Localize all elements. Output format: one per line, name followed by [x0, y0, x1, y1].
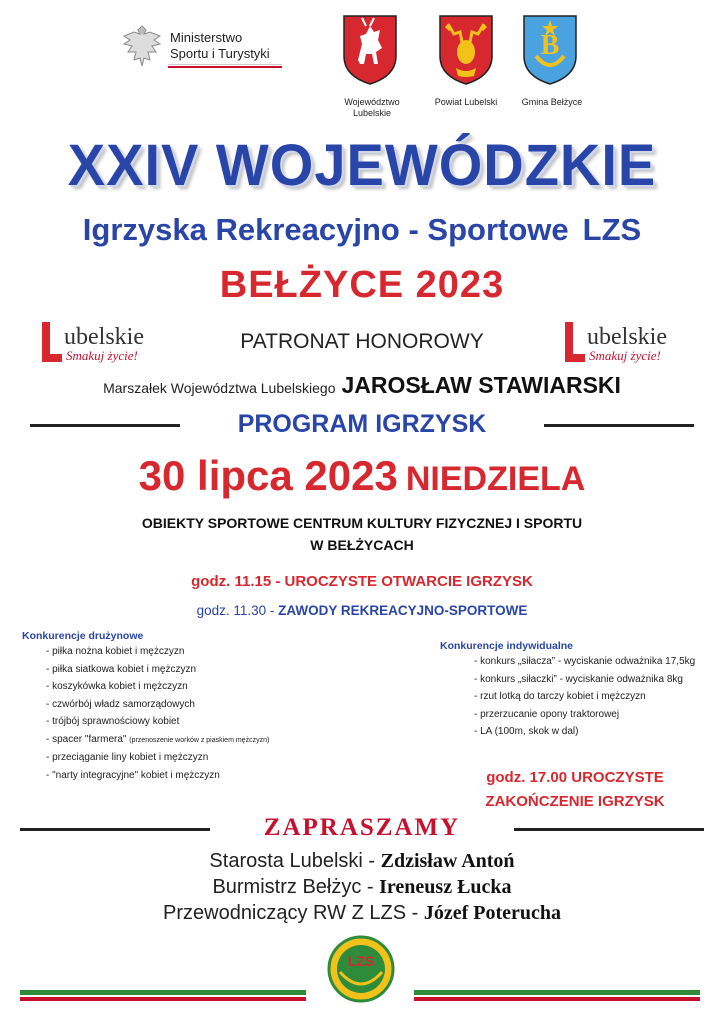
subtitle-text: Igrzyska Rekreacyjno - Sportowe: [82, 212, 569, 247]
competition-text: ZAWODY REKREACYJNO-SPORTOWE: [278, 603, 528, 618]
ministry-logo: [120, 22, 270, 70]
list-item: - piłka siatkowa kobiet i mężczyzn: [46, 663, 197, 675]
ministry-line2: Sportu i Turystyki: [170, 46, 270, 61]
list-item: - LA (100m, skok w dal): [474, 726, 579, 737]
deer-head-crest-icon: [436, 12, 496, 86]
individual-competitions: [440, 640, 695, 741]
list-item: - czwórbój władz samorządowych: [46, 698, 195, 710]
lubelskie-tagline: Smakuj życie!: [589, 348, 661, 363]
flag-stripe-right: [414, 990, 700, 1001]
venue-line2: W BEŁŻYCACH: [310, 537, 414, 553]
subtitle-org: LZS: [582, 212, 642, 247]
list-item: - konkurs „siłaczki” - wyciskanie odważnika 8kg: [474, 673, 683, 685]
list-item-text: - spacer "farmera": [46, 733, 127, 745]
event-date-text: 30 lipca 2023: [138, 452, 398, 499]
venue-line1: OBIEKTY SPORTOWE CENTRUM KULTURY FIZYCZNEJ I SPORTU: [141, 515, 583, 531]
lzs-wreath-emblem-icon: [326, 934, 396, 1004]
list-item: - konkurs „siłacza” - wyciskanie odważnika 17,5kg: [474, 656, 696, 667]
patron-line: [0, 372, 724, 399]
list-item: - rzut lotką do tarczy kobiet i mężczyzn: [474, 691, 646, 702]
list-item: [46, 731, 269, 750]
crest-wojewodztwo: [340, 12, 404, 119]
event-date: [0, 452, 724, 500]
main-title: XXIV WOJEWÓDZKIE: [67, 131, 657, 198]
place-year: BEŁŻYCE 2023: [219, 264, 505, 306]
opening-time: [0, 573, 724, 590]
venue: [0, 512, 724, 556]
lubelskie-word: ubelskie: [587, 324, 667, 350]
ministry-line1: Ministerstwo: [170, 30, 243, 45]
list-item: - przeciąganie liny kobiet i mężczyzn: [46, 752, 209, 763]
subtitle: [0, 212, 724, 248]
lubelskie-tagline: Smakuj życie!: [66, 348, 138, 363]
crest-caption: Województwo: [344, 97, 400, 107]
team-competitions: [22, 630, 269, 784]
patronage-label: PATRONAT HONOROWY: [240, 330, 484, 353]
closing-ceremony: [440, 766, 710, 814]
deer-crest-icon: [340, 12, 400, 86]
list-item: - piłka nożna kobiet i mężczyzn: [46, 646, 185, 657]
svg-text:B: B: [540, 30, 560, 61]
ministry-flag-line: [168, 64, 282, 68]
event-day: NIEDZIELA: [405, 460, 586, 498]
invite-person: [0, 874, 724, 900]
invite-role: Przewodniczący RW Z LZS -: [163, 902, 419, 924]
invite-heading: ZAPRASZAMY: [263, 814, 461, 841]
b-star-crest-icon: [520, 12, 580, 86]
white-eagle-icon: [120, 22, 164, 70]
invite-role: Burmistrz Bełżyc -: [212, 876, 374, 898]
invite-person: [0, 848, 724, 874]
invite-name: Zdzisław Antoń: [380, 850, 515, 872]
closing-line1: godz. 17.00 UROCZYSTE: [486, 769, 664, 786]
invite-person: [0, 900, 724, 926]
emblem-text: LZS: [347, 953, 375, 969]
invite-name: Ireneusz Łucka: [379, 876, 512, 898]
list-item: - "narty integracyjne" kobiet i mężczyzn: [46, 769, 220, 781]
patron-role: Marszałek Województwa Lubelskiego: [103, 380, 336, 396]
list-item: - koszykówka kobiet i mężczyzn: [46, 681, 188, 692]
crest-caption: Lubelskie: [352, 108, 392, 118]
list-item: - trójbój sprawnościowy kobiet: [46, 716, 180, 727]
invite-name: Józef Poterucha: [423, 902, 561, 924]
competition-time: [0, 603, 724, 618]
competition-time-label: godz. 11.30 -: [196, 603, 275, 618]
list-item: - przerzucanie opony traktorowej: [474, 708, 620, 720]
opening-text: UROCZYSTE OTWARCIE IGRZYSK: [284, 573, 533, 590]
crest-powiat: [432, 12, 500, 108]
team-title: Konkurencje drużynowe: [22, 630, 144, 642]
closing-line2: ZAKOŃCZENIE IGRZYSK: [485, 793, 665, 810]
program-heading: PROGRAM IGRZYSK: [237, 410, 487, 438]
ministry-name: [170, 30, 270, 62]
crest-caption: Powiat Lubelski: [434, 97, 498, 107]
crest-gmina: [520, 12, 584, 108]
opening-time-label: godz. 11.15 -: [191, 573, 281, 590]
individual-title: Konkurencje indywidualne: [440, 640, 574, 652]
flag-stripe-left: [20, 990, 306, 1001]
crest-caption: Gmina Bełżyce: [521, 97, 583, 107]
lubelskie-word: ubelskie: [64, 324, 144, 350]
list-item-note: (przenoszenie worków z piaskiem mężczyzn): [129, 736, 270, 744]
patron-name: JAROSŁAW STAWIARSKI: [341, 372, 621, 398]
invite-role: Starosta Lubelski -: [209, 850, 376, 872]
